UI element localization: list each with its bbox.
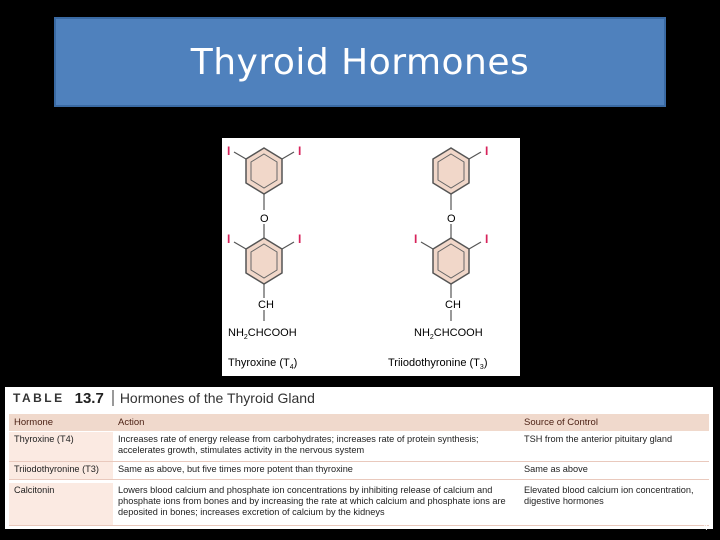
thyroxine-structure [227,144,301,371]
iodine-label: I [414,232,418,246]
table-row [9,462,709,480]
source-cell: Same as above [524,464,588,474]
page-number: 4 [702,522,708,533]
molecule-diagram [222,138,520,376]
hormone-cell: Triiodothyronine (T3) [9,462,113,479]
triiodothyronine-label: Triiodothyronine $(T_3)$ [388,357,488,371]
action-cell: Lowers blood calcium and phosphate ion concentrations by inhibiting release of calcium and phosphate ions from bones and by increasing the rate at which calcium and phosphate ions are deposited in bones; increases excretion of calcium by the kidneys [118,485,506,517]
iodine-label: I [227,232,231,246]
ch-label: CH [445,299,461,311]
table-divider [112,390,114,406]
table-number: 13.7 [74,389,104,407]
table-row [9,483,709,526]
oxygen-label: O [447,213,456,225]
iodine-label: I [485,232,489,246]
triiodothyronine-structure [388,144,488,371]
hormone-cell: Calcitonin [9,483,113,525]
hormone-cell: Thyroxine (T4) [9,432,113,461]
column-header-action: Action [118,417,145,428]
source-cell: Elevated blood calcium ion concentration, digestive hormones [524,485,694,506]
action-cell: Same as above, but five times more potent than thyroxine [118,464,353,474]
amine-label: $NH_2CHCOOH$ [414,327,483,341]
source-cell: TSH from the anterior pituitary gland [524,434,673,444]
iodine-label: I [298,144,302,158]
ch-label: CH [258,299,274,311]
hormone-table [5,387,713,529]
iodine-label: I [298,232,302,246]
iodine-label: I [227,144,231,158]
table-label: TABLE [13,391,65,405]
molecule-diagram-panel [222,138,520,376]
amine-label: $NH_2CHCOOH$ [228,327,297,341]
action-cell: Increases rate of energy release from carbohydrates; increases rate of protein synthesis; accelerates growth, stimulates activity in the nervous system [118,434,479,455]
table-column-headers [9,414,709,431]
table-header [5,387,713,409]
table-title: Hormones of the Thyroid Gland [119,390,315,406]
table-row [9,432,709,462]
thyroxine-label: Thyroxine $(T_4)$ [228,357,298,371]
iodine-label: I [485,144,489,158]
column-header-source: Source of Control [524,417,598,428]
oxygen-label: O [260,213,269,225]
slide-title: Thyroid Hormones [190,41,530,83]
title-banner [54,17,666,107]
column-header-hormone: Hormone [14,417,54,428]
